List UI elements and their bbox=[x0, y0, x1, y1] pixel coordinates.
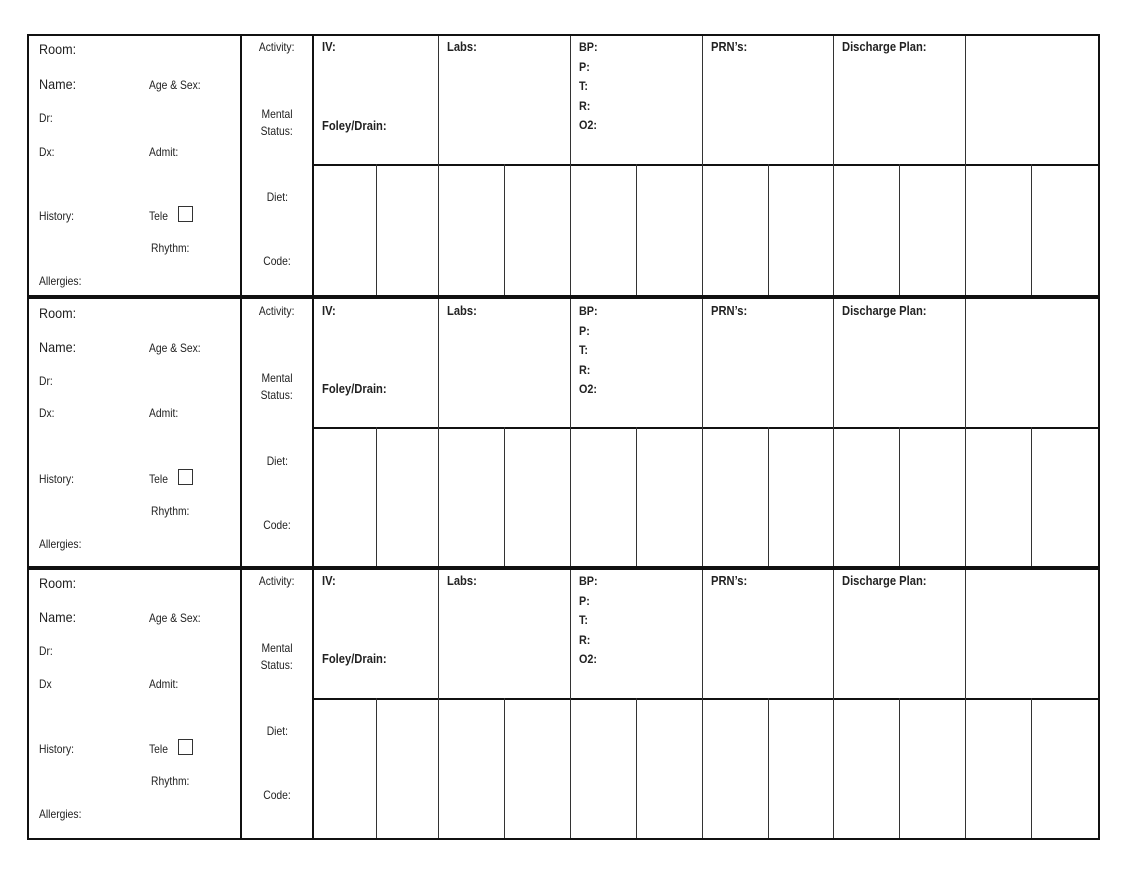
mental-label: Mental bbox=[261, 641, 293, 655]
pulse-label: P: bbox=[579, 323, 590, 338]
mental-label: Mental bbox=[261, 371, 293, 385]
code-label: Code: bbox=[263, 788, 291, 802]
dr-label: Dr: bbox=[39, 374, 53, 388]
activity-label: Activity: bbox=[259, 574, 295, 588]
vitals-list bbox=[579, 302, 598, 400]
admit-label: Admit: bbox=[149, 145, 179, 159]
code-label: Code: bbox=[263, 254, 291, 268]
grid-divider bbox=[314, 427, 1100, 429]
resp-label: R: bbox=[579, 98, 591, 113]
o2-label: O2: bbox=[579, 652, 598, 666]
dr-label: Dr: bbox=[39, 644, 53, 658]
tele-checkbox[interactable] bbox=[178, 739, 193, 755]
room-label: Room: bbox=[39, 575, 77, 591]
name-label: Name: bbox=[39, 339, 77, 355]
iv-label: IV: bbox=[322, 573, 336, 588]
allergies-label: Allergies: bbox=[39, 537, 82, 551]
prn-label: PRN’s: bbox=[711, 39, 748, 54]
report-sheet bbox=[27, 34, 1100, 840]
age-sex-label: Age & Sex: bbox=[149, 611, 201, 625]
rhythm-label: Rhythm: bbox=[151, 774, 190, 788]
dr-label: Dr: bbox=[39, 111, 53, 125]
admit-label: Admit: bbox=[149, 677, 179, 691]
diet-label: Diet: bbox=[266, 454, 288, 468]
mental-label: Mental bbox=[261, 107, 293, 121]
prn-label: PRN’s: bbox=[711, 303, 748, 318]
admit-label: Admit: bbox=[149, 406, 179, 420]
tele-label: Tele bbox=[149, 742, 168, 756]
tele-label: Tele bbox=[149, 472, 168, 486]
foley-drain-label: Foley/Drain: bbox=[322, 651, 387, 666]
care-status-block bbox=[240, 297, 314, 568]
care-status-block bbox=[240, 568, 314, 840]
patient-panel-1 bbox=[27, 34, 1100, 297]
patient-info-block bbox=[27, 297, 242, 568]
status-label: Status: bbox=[260, 658, 294, 672]
pulse-label: P: bbox=[579, 593, 590, 608]
vitals-list bbox=[579, 572, 598, 670]
o2-label: O2: bbox=[579, 382, 598, 396]
care-grid bbox=[312, 34, 1100, 297]
grid-divider bbox=[314, 698, 1100, 700]
temp-label: T: bbox=[579, 343, 588, 357]
tele-label: Tele bbox=[149, 209, 168, 223]
patient-panel-3 bbox=[27, 568, 1100, 840]
room-label: Room: bbox=[39, 41, 77, 57]
tele-checkbox[interactable] bbox=[178, 469, 193, 485]
diet-label: Diet: bbox=[266, 724, 288, 738]
status-label: Status: bbox=[260, 124, 294, 138]
discharge-plan-label: Discharge Plan: bbox=[842, 303, 927, 318]
activity-label: Activity: bbox=[259, 40, 295, 54]
resp-label: R: bbox=[579, 632, 591, 647]
tele-checkbox[interactable] bbox=[178, 206, 193, 222]
age-sex-label: Age & Sex: bbox=[149, 78, 201, 92]
bp-label: BP: bbox=[579, 574, 598, 588]
labs-label: Labs: bbox=[447, 39, 477, 54]
labs-label: Labs: bbox=[447, 573, 477, 588]
foley-drain-label: Foley/Drain: bbox=[322, 381, 387, 396]
name-label: Name: bbox=[39, 76, 77, 92]
patient-panel-2 bbox=[27, 297, 1100, 568]
activity-label: Activity: bbox=[259, 304, 295, 318]
allergies-label: Allergies: bbox=[39, 274, 82, 288]
bp-label: BP: bbox=[579, 40, 598, 54]
care-status-block bbox=[240, 34, 314, 297]
rhythm-label: Rhythm: bbox=[151, 504, 190, 518]
temp-label: T: bbox=[579, 79, 588, 93]
care-grid bbox=[312, 297, 1100, 568]
discharge-plan-label: Discharge Plan: bbox=[842, 39, 927, 54]
history-label: History: bbox=[39, 209, 74, 223]
prn-label: PRN’s: bbox=[711, 573, 748, 588]
room-label: Room: bbox=[39, 305, 77, 321]
labs-label: Labs: bbox=[447, 303, 477, 318]
vitals-list bbox=[579, 38, 598, 136]
name-label: Name: bbox=[39, 609, 77, 625]
iv-label: IV: bbox=[322, 303, 336, 318]
diet-label: Diet: bbox=[266, 190, 288, 204]
status-label: Status: bbox=[260, 388, 294, 402]
history-label: History: bbox=[39, 742, 74, 756]
pulse-label: P: bbox=[579, 59, 590, 74]
dx-label: Dx: bbox=[39, 145, 55, 159]
dx-label: Dx: bbox=[39, 406, 55, 420]
history-label: History: bbox=[39, 472, 74, 486]
allergies-label: Allergies: bbox=[39, 807, 82, 821]
resp-label: R: bbox=[579, 362, 591, 377]
grid-divider bbox=[314, 164, 1100, 166]
rhythm-label: Rhythm: bbox=[151, 241, 190, 255]
bp-label: BP: bbox=[579, 304, 598, 318]
iv-label: IV: bbox=[322, 39, 336, 54]
temp-label: T: bbox=[579, 613, 588, 627]
dx-label: Dx bbox=[39, 677, 52, 691]
code-label: Code: bbox=[263, 518, 291, 532]
o2-label: O2: bbox=[579, 118, 598, 132]
foley-drain-label: Foley/Drain: bbox=[322, 118, 387, 133]
patient-info-block bbox=[27, 34, 242, 297]
age-sex-label: Age & Sex: bbox=[149, 341, 201, 355]
patient-info-block bbox=[27, 568, 242, 840]
care-grid bbox=[312, 568, 1100, 840]
discharge-plan-label: Discharge Plan: bbox=[842, 573, 927, 588]
